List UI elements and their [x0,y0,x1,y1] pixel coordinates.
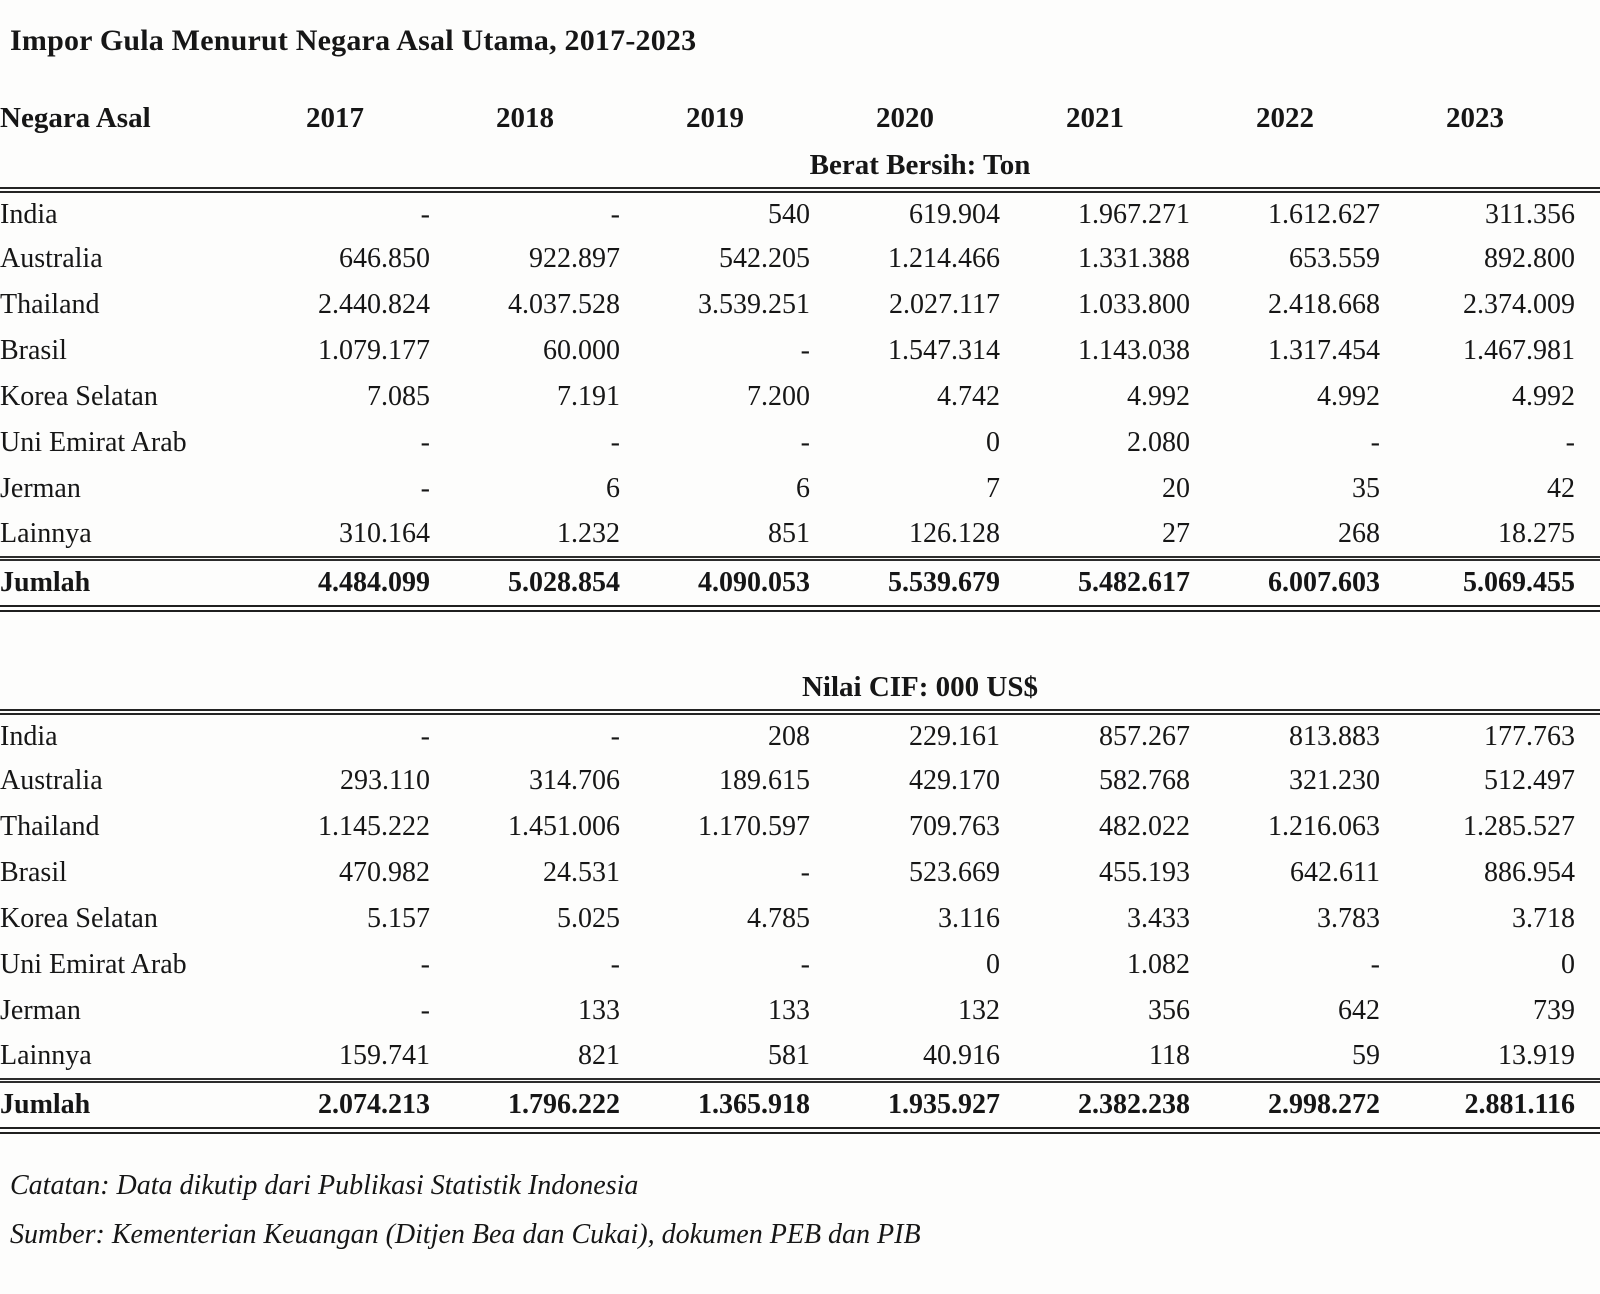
value-cell: 582.768 [1099,765,1190,796]
country-cell: Lainnya [0,512,240,558]
value-cell: 314.706 [529,765,620,796]
value-cell: 709.763 [909,811,1000,842]
value-cell: 5.157 [367,903,430,934]
value-cell: 229.161 [909,720,1000,752]
value-cell: 27 [1000,512,1190,558]
section-label: Nilai CIF: 000 US$ [240,666,1600,712]
total-value-cell: 5.069.455 [1380,558,1600,608]
country-cell: Korea Selatan [0,903,158,934]
country-cell: Jerman [0,473,81,504]
table-row [0,328,1600,374]
value-cell: 1.216.063 [1268,811,1380,842]
total-value-cell: 4.484.099 [240,558,430,608]
value-cell: - [420,949,430,980]
total-value-cell: 1.796.222 [430,1080,620,1130]
footnote-catatan: Catatan: Data dikutip dari Publikasi Statistik Indonesia [10,1169,639,1201]
value-cell: 3.783 [1317,903,1380,934]
value-cell: 133 [768,995,810,1026]
country-cell: Uni Emirat Arab [0,427,187,458]
value-cell: 2.440.824 [318,289,430,320]
value-cell: - [420,427,430,458]
value-cell: 189.615 [719,765,810,796]
section-label: Berat Bersih: Ton [240,144,1600,190]
value-cell: - [610,198,620,230]
value-cell: 2.027.117 [889,289,1000,320]
table-row [0,988,1600,1034]
total-value-cell: 1.935.927 [810,1080,1000,1130]
value-cell: 0 [986,949,1000,980]
page-title: Impor Gula Menurut Negara Asal Utama, 2017-2023 [10,24,697,57]
total-value-cell: 2.382.238 [1000,1080,1190,1130]
table-row [0,758,1600,804]
value-cell: 40.916 [810,1034,1000,1080]
value-cell: 1.612.627 [1268,198,1380,230]
table-row [0,942,1600,988]
year-column-header: 2021 [1066,101,1124,134]
table-row [0,236,1600,282]
value-cell: 4.785 [747,903,810,934]
value-cell: 512.497 [1484,765,1575,796]
value-cell: 7.085 [367,381,430,412]
country-column-header: Negara Asal [0,101,151,134]
value-cell: 3.718 [1512,903,1575,934]
country-cell: Thailand [0,289,100,320]
value-cell: 886.954 [1484,857,1575,888]
value-cell: 922.897 [529,243,620,274]
total-value-cell: 6.007.603 [1190,558,1380,608]
value-cell: 13.919 [1380,1034,1600,1080]
country-cell: Thailand [0,811,100,842]
table-row [0,850,1600,896]
total-value-cell: 4.090.053 [620,558,810,608]
table-row [0,896,1600,942]
country-cell: Brasil [0,857,67,888]
import-table-body [0,92,1600,1130]
value-cell: 2.374.009 [1463,289,1575,320]
value-cell: 208 [768,720,810,752]
value-cell: 42 [1547,473,1575,504]
value-cell: 3.539.251 [698,289,810,320]
value-cell: - [1565,427,1575,458]
value-cell: 642.611 [1290,857,1380,888]
value-cell: 133 [578,995,620,1026]
value-cell: 3.116 [938,903,1000,934]
country-cell: Korea Selatan [0,381,158,412]
total-value-cell: 2.998.272 [1190,1080,1380,1130]
value-cell: 523.669 [909,857,1000,888]
value-cell: 455.193 [1099,857,1190,888]
value-cell: 0 [1561,949,1575,980]
total-value-cell: 2.074.213 [240,1080,430,1130]
year-column-header: 2020 [876,101,934,134]
value-cell: 1.143.038 [1078,335,1190,366]
country-cell: Australia [0,765,103,796]
value-cell: - [800,857,810,888]
total-label-cell: Jumlah [0,558,240,608]
value-cell: 1.145.222 [318,811,430,842]
value-cell: - [610,427,620,458]
value-cell: 2.418.668 [1268,289,1380,320]
value-cell: 4.037.528 [508,289,620,320]
value-cell: 35 [1352,473,1380,504]
value-cell: - [800,949,810,980]
country-cell: Jerman [0,995,81,1026]
value-cell: - [420,198,430,230]
value-cell: - [610,949,620,980]
section-header-spacer-cell [0,144,240,190]
year-column-header: 2018 [496,101,554,134]
value-cell: - [800,427,810,458]
value-cell: 4.992 [1127,381,1190,412]
table-row [0,512,1600,558]
table-row [0,190,1600,236]
section-spacer-row [0,608,1600,666]
value-cell: 177.763 [1484,720,1575,752]
value-cell: 118 [1000,1034,1190,1080]
value-cell: 1.451.006 [508,811,620,842]
total-value-cell: 1.365.918 [620,1080,810,1130]
table-row [0,374,1600,420]
value-cell: 429.170 [909,765,1000,796]
table-header-row [0,92,1600,144]
value-cell: - [610,720,620,752]
footnote-sumber: Sumber: Kementerian Keuangan (Ditjen Bea dan Cukai), dokumen PEB dan PIB [10,1218,921,1250]
section-header-row [0,144,1600,190]
table-row [0,712,1600,758]
value-cell: 159.741 [240,1034,430,1080]
value-cell: 1.214.466 [888,243,1000,274]
value-cell: - [800,335,810,366]
country-cell: India [0,720,58,752]
table-row [0,282,1600,328]
value-cell: 1.467.981 [1463,335,1575,366]
value-cell: 642 [1338,995,1380,1026]
value-cell: 3.433 [1127,903,1190,934]
value-cell: 1.331.388 [1078,243,1190,274]
value-cell: 821 [430,1034,620,1080]
value-cell: 311.356 [1485,198,1575,230]
value-cell: 857.267 [1099,720,1190,752]
value-cell: 739 [1533,995,1575,1026]
value-cell: 1.082 [1127,949,1190,980]
value-cell: 470.982 [339,857,430,888]
table-row [0,466,1600,512]
section-spacer-cell [0,608,1600,666]
year-column-header: 2017 [306,101,364,134]
footnotes [10,1164,1600,1257]
value-cell: 892.800 [1484,243,1575,274]
year-column-header: 2023 [1446,101,1504,134]
value-cell: 132 [958,995,1000,1026]
value-cell: 24.531 [543,857,620,888]
year-column-header: 2022 [1256,101,1314,134]
value-cell: - [420,720,430,752]
year-column-header: 2019 [686,101,744,134]
value-cell: 813.883 [1289,720,1380,752]
value-cell: 4.992 [1317,381,1380,412]
value-cell: 321.230 [1289,765,1380,796]
value-cell: 6 [606,473,620,504]
value-cell: 7.191 [557,381,620,412]
value-cell: 1.317.454 [1268,335,1380,366]
value-cell: 4.742 [937,381,1000,412]
value-cell: - [420,473,430,504]
value-cell: 60.000 [543,335,620,366]
value-cell: 1.232 [430,512,620,558]
value-cell: 59 [1190,1034,1380,1080]
value-cell: 1.285.527 [1463,811,1575,842]
value-cell: 268 [1190,512,1380,558]
total-value-cell: 5.539.679 [810,558,1000,608]
value-cell: 653.559 [1289,243,1380,274]
country-cell: Uni Emirat Arab [0,949,187,980]
value-cell: 0 [986,427,1000,458]
value-cell: 126.128 [810,512,1000,558]
value-cell: 540 [768,198,810,230]
value-cell: 2.080 [1127,427,1190,458]
total-row [0,1080,1600,1130]
total-value-cell: 5.482.617 [1000,558,1190,608]
value-cell: 1.967.271 [1078,198,1190,230]
total-row [0,558,1600,608]
section-header-spacer-cell [0,666,240,712]
value-cell: 310.164 [240,512,430,558]
value-cell: 646.850 [339,243,430,274]
value-cell: 482.022 [1099,811,1190,842]
total-value-cell: 5.028.854 [430,558,620,608]
table-row [0,1034,1600,1080]
value-cell: 1.033.800 [1078,289,1190,320]
value-cell: 581 [620,1034,810,1080]
value-cell: 6 [796,473,810,504]
value-cell: - [1370,949,1380,980]
value-cell: 4.992 [1512,381,1575,412]
country-cell: Australia [0,243,103,274]
value-cell: 851 [620,512,810,558]
total-value-cell: 2.881.116 [1380,1080,1600,1130]
value-cell: 1.170.597 [698,811,810,842]
value-cell: 293.110 [340,765,430,796]
value-cell: 5.025 [557,903,620,934]
value-cell: 1.079.177 [318,335,430,366]
table-row [0,420,1600,466]
country-cell: Lainnya [0,1034,240,1080]
import-table [0,92,1600,1134]
value-cell: 20 [1162,473,1190,504]
value-cell: 7 [986,473,1000,504]
value-cell: - [1370,427,1380,458]
country-cell: India [0,198,58,230]
value-cell: - [420,995,430,1026]
table-row [0,804,1600,850]
total-label-cell: Jumlah [0,1080,240,1130]
section-header-row [0,666,1600,712]
value-cell: 18.275 [1380,512,1600,558]
value-cell: 356 [1148,995,1190,1026]
value-cell: 1.547.314 [888,335,1000,366]
value-cell: 542.205 [719,243,810,274]
country-cell: Brasil [0,335,67,366]
value-cell: 7.200 [747,381,810,412]
value-cell: 619.904 [909,198,1000,230]
